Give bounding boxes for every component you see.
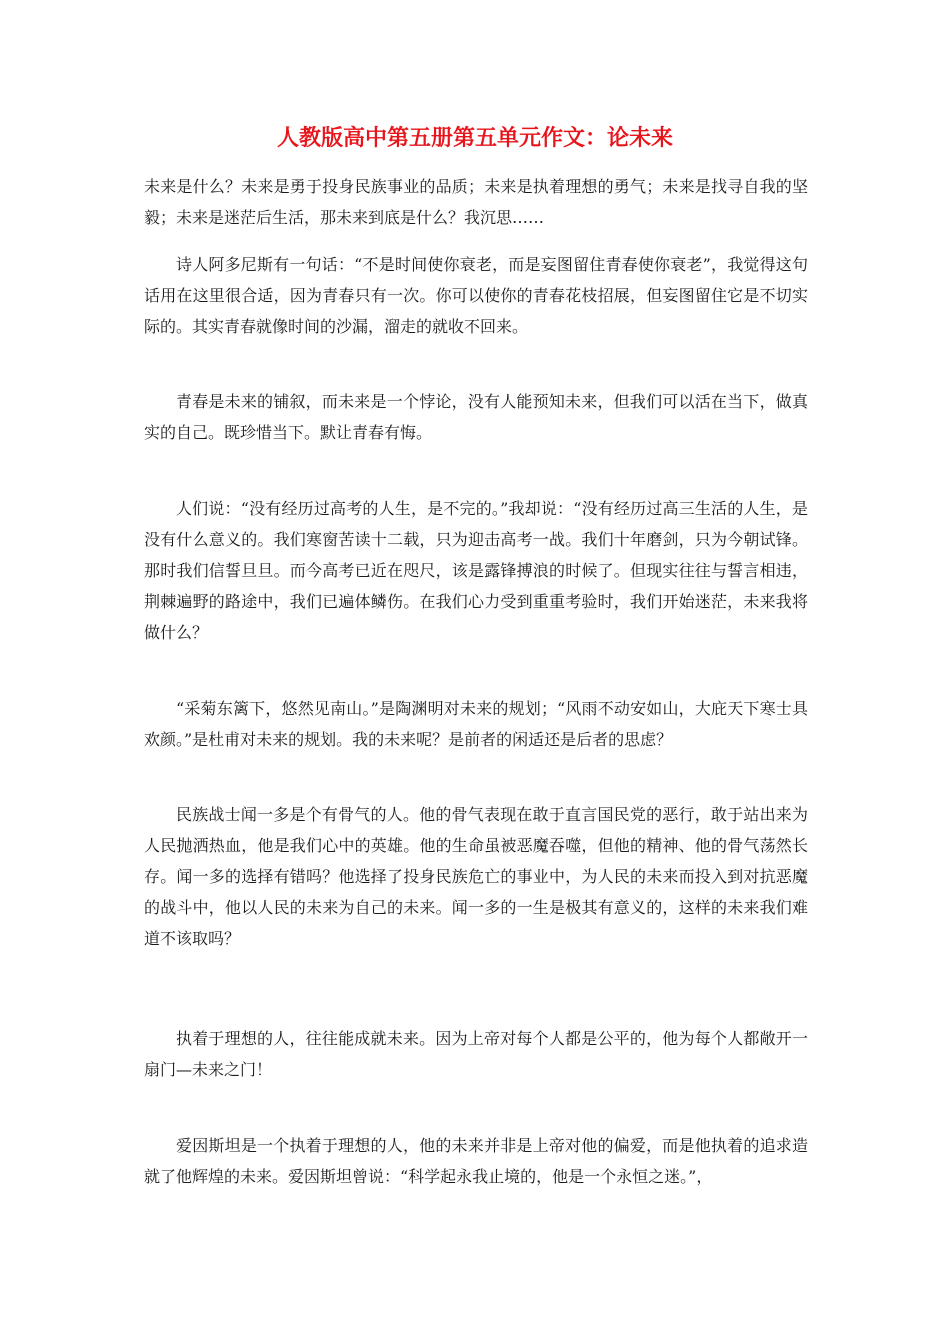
paragraph-poets: “采菊东篱下，悠然见南山。”是陶渊明对未来的规划；“风雨不动安如山，大庇天下寒士具欢颜。”是杜甫对未来的规划。我的未来呢？是前者的闲适还是后者的思虑？: [144, 699, 808, 749]
paragraph-adonis-quote: 诗人阿多尼斯有一句话：“不是时间使你衰老，而是妄图留住青春使你衰老”，我觉得这句话用在这里很合适，因为青春只有一次。你可以使你的青春花枝招展，但妄图留住它是不切实际的。其实青春就像时间的沙漏，溜走的就收不回来。: [144, 255, 808, 336]
document-title: 人教版高中第五册第五单元作文：论未来: [276, 125, 673, 151]
paragraph-ideals: 执着于理想的人，往往能成就未来。因为上帝对每个人都是公平的，他为每个人都敞开一扇门—未来之门！: [144, 1029, 808, 1079]
paragraph-gaokao: 人们说：“没有经历过高考的人生，是不完的。”我却说：“没有经历过高三生活的人生，是没有什么意义的。我们寒窗苦读十二载，只为迎击高考一战。我们十年磨剑，只为今朝试锋。那时我们信誓旦旦。而今高考已近在咫尺，该是露锋搏浪的时候了。但现实往往与誓言相违，荆棘遍野的路途中，我们已遍体鳞伤。在我们心力受到重重考验时，我们开始迷茫，未来我将做什么？: [144, 499, 808, 642]
paragraph-intro: 未来是什么？未来是勇于投身民族事业的品质；未来是执着理想的勇气；未来是找寻自我的坚毅；未来是迷茫后生活，那未来到底是什么？我沉思……: [144, 177, 808, 227]
paragraph-youth: 青春是未来的铺叙，而未来是一个悖论，没有人能预知未来，但我们可以活在当下，做真实的自己。既珍惜当下。默让青春有悔。: [144, 392, 808, 442]
paragraph-wen-yiduo: 民族战士闻一多是个有骨气的人。他的骨气表现在敢于直言国民党的恶行，敢于站出来为人民抛洒热血，他是我们心中的英雄。他的生命虽被恶魔吞噬，但他的精神、他的骨气荡然长存。闻一多的选择有错吗？他选择了投身民族危亡的事业中，为人民的未来而投入到对抗恶魔的战斗中，他以人民的未来为自己的未来。闻一多的一生是极其有意义的，这样的未来我们难道不该取吗？: [144, 805, 808, 948]
paragraph-einstein: 爱因斯坦是一个执着于理想的人，他的未来并非是上帝对他的偏爱，而是他执着的追求造就了他辉煌的未来。爱因斯坦曾说：“科学起永我止境的，他是一个永恒之迷。”，: [144, 1136, 808, 1186]
